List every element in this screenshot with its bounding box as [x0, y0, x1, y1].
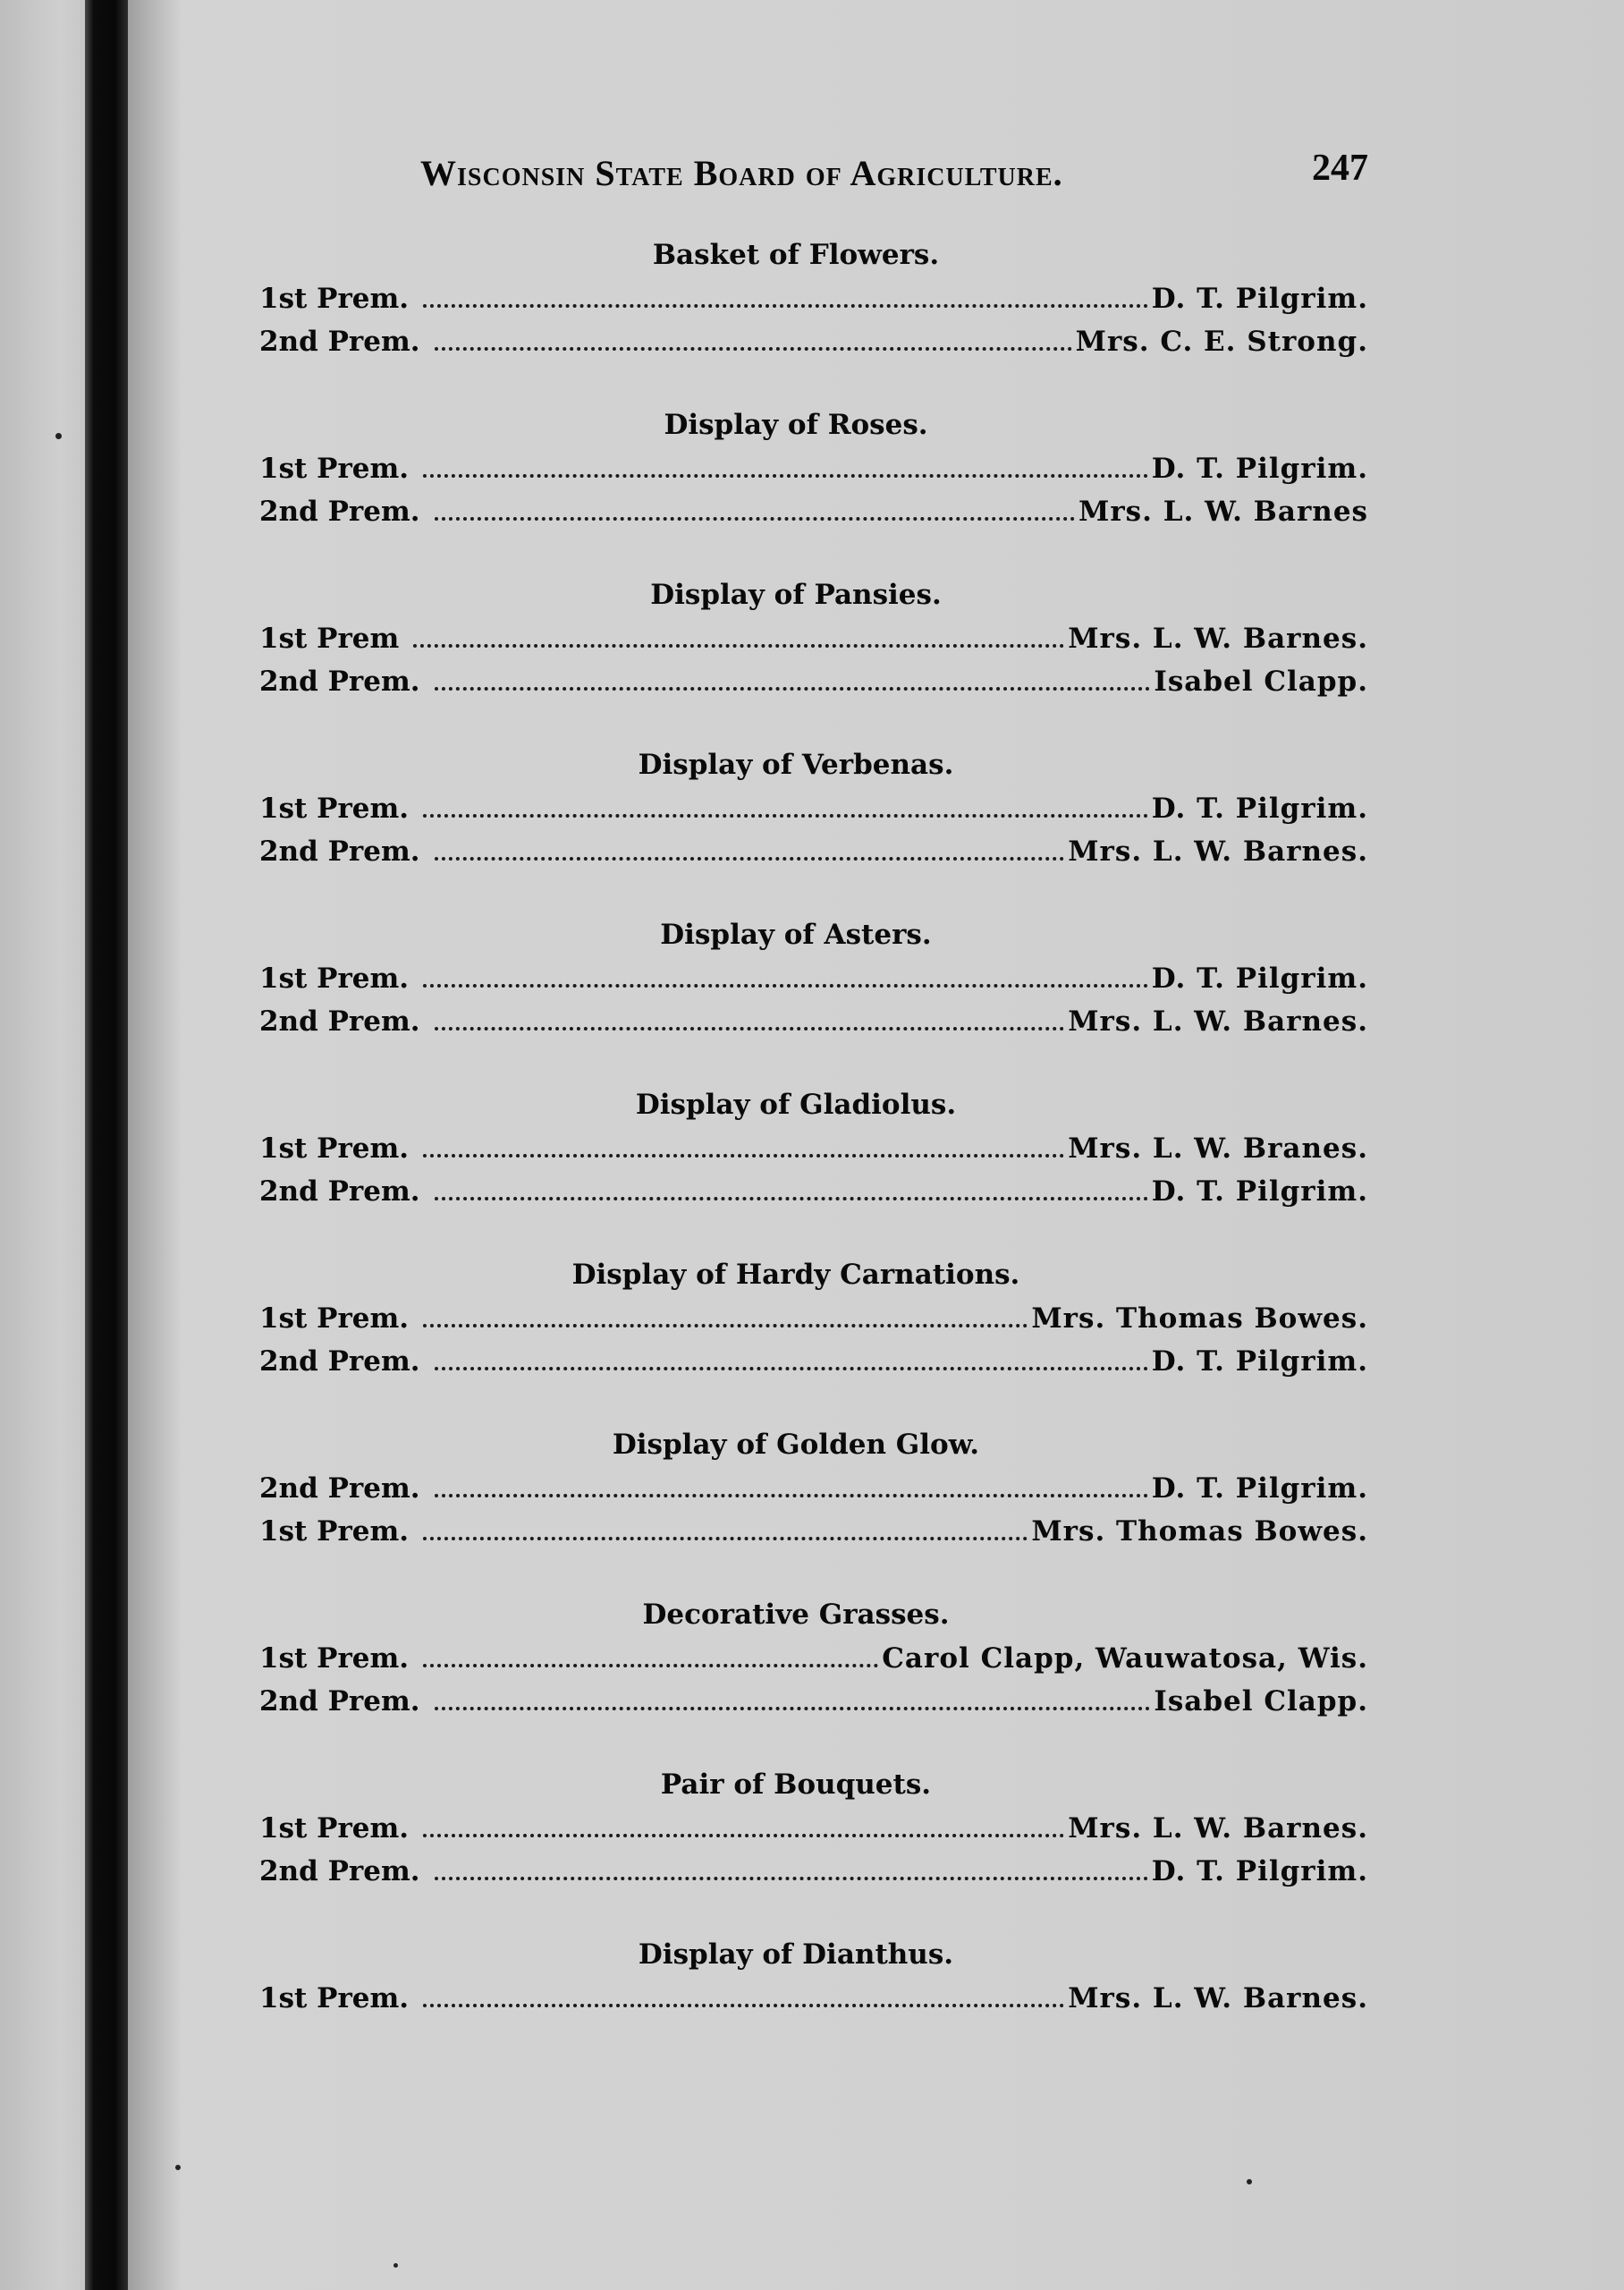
premium-winner: D. T. Pilgrim.: [1151, 283, 1368, 315]
premium-section: [259, 403, 1368, 572]
premium-place: 2nd Prem.: [259, 496, 420, 528]
premium-winner: Mrs. L. W. Barnes.: [1068, 1982, 1368, 2014]
premium-entry: [259, 1000, 1368, 1043]
dot-leader: [435, 347, 1072, 351]
premium-winner: Isabel Clapp.: [1154, 666, 1368, 698]
dot-leader: [423, 1664, 878, 1667]
running-head-title: Wisconsin State Board of Agriculture.: [420, 153, 1063, 193]
dot-leader: [435, 1367, 1148, 1370]
premium-place: 1st Prem.: [259, 963, 410, 995]
premium-place: 1st Prem.: [259, 453, 410, 485]
section-title: Display of Roses.: [664, 409, 928, 441]
premium-entry: [259, 1637, 1368, 1680]
section-title: Display of Golden Glow.: [612, 1429, 980, 1461]
dot-leader: [435, 1027, 1065, 1030]
premium-winner: Mrs. L. W. Barnes.: [1068, 1005, 1368, 1038]
section-title: Display of Gladiolus.: [635, 1089, 957, 1121]
premium-winner: Mrs. C. E. Strong.: [1075, 326, 1368, 358]
dot-leader: [435, 517, 1075, 521]
dot-leader: [435, 1707, 1151, 1710]
premium-place: 1st Prem.: [259, 1642, 410, 1675]
premium-winner: Isabel Clapp.: [1154, 1685, 1368, 1718]
page-content: [259, 134, 1368, 2102]
premium-place: 1st Prem.: [259, 283, 410, 315]
premium-place: 2nd Prem.: [259, 1005, 420, 1038]
section-title: Decorative Grasses.: [642, 1599, 950, 1631]
dot-leader: [413, 644, 1064, 648]
premium-winner: D. T. Pilgrim.: [1151, 1345, 1368, 1378]
dot-leader: [423, 984, 1148, 988]
premium-winner: Mrs. L. W. Branes.: [1068, 1132, 1368, 1165]
premium-section: [259, 1592, 1368, 1762]
page-number: 247: [1312, 148, 1368, 189]
binding-shadow: [128, 0, 182, 2290]
dot-leader: [423, 1537, 1028, 1540]
premium-winner: Mrs. Thomas Bowes.: [1031, 1515, 1368, 1548]
premium-section: [259, 1932, 1368, 2102]
section-title: Display of Verbenas.: [638, 749, 954, 781]
premium-place: 2nd Prem.: [259, 1685, 420, 1718]
premium-section: [259, 1082, 1368, 1252]
section-title: Display of Pansies.: [650, 579, 942, 611]
print-speck: [55, 433, 62, 439]
dot-leader: [435, 857, 1065, 861]
premium-place: 1st Prem.: [259, 1302, 410, 1335]
premium-section: [259, 233, 1368, 403]
dot-leader: [435, 687, 1151, 691]
section-title: Display of Dianthus.: [638, 1938, 954, 1971]
premium-entry: [259, 957, 1368, 1000]
print-speck: [175, 2165, 181, 2170]
premium-winner: Mrs. L. W. Barnes.: [1068, 1812, 1368, 1845]
premium-winner: D. T. Pilgrim.: [1151, 1472, 1368, 1505]
premium-winner: D. T. Pilgrim.: [1151, 963, 1368, 995]
premium-entry: [259, 1510, 1368, 1553]
premium-winner: D. T. Pilgrim.: [1151, 453, 1368, 485]
running-head: [259, 134, 1368, 206]
premium-entry: [259, 1807, 1368, 1850]
premium-section: [259, 572, 1368, 742]
premium-winner: Carol Clapp, Wauwatosa, Wis.: [882, 1642, 1368, 1675]
premium-section: [259, 1422, 1368, 1592]
section-title: Basket of Flowers.: [652, 239, 940, 271]
dot-leader: [423, 1834, 1064, 1837]
left-margin: [0, 0, 85, 2290]
premium-entry: [259, 1467, 1368, 1510]
premium-place: 2nd Prem.: [259, 1472, 420, 1505]
premium-place: 1st Prem.: [259, 1515, 410, 1548]
section-title: Display of Asters.: [660, 919, 932, 951]
premium-winner: Mrs. Thomas Bowes.: [1031, 1302, 1368, 1335]
dot-leader: [423, 474, 1148, 478]
premium-entry: [259, 1127, 1368, 1170]
premium-entry: [259, 1977, 1368, 2020]
premium-place: 2nd Prem.: [259, 1855, 420, 1887]
premium-place: 2nd Prem.: [259, 1175, 420, 1208]
dot-leader: [423, 814, 1148, 818]
section-title: Pair of Bouquets.: [660, 1768, 932, 1801]
premium-place: 1st Prem.: [259, 1132, 410, 1165]
premium-entry: [259, 447, 1368, 490]
premium-entry: [259, 1680, 1368, 1723]
dot-leader: [435, 1494, 1148, 1497]
premium-place: 1st Prem.: [259, 1812, 410, 1845]
premium-winner: D. T. Pilgrim.: [1151, 1855, 1368, 1887]
premium-winner: D. T. Pilgrim.: [1151, 1175, 1368, 1208]
premium-place: 2nd Prem.: [259, 666, 420, 698]
premium-section: [259, 1252, 1368, 1422]
premium-place: 2nd Prem.: [259, 835, 420, 868]
premium-place: 2nd Prem.: [259, 326, 420, 358]
premium-place: 2nd Prem.: [259, 1345, 420, 1378]
premium-entry: [259, 320, 1368, 363]
premium-winner: D. T. Pilgrim.: [1151, 793, 1368, 825]
premium-place: 1st Prem.: [259, 1982, 410, 2014]
premium-entry: [259, 1297, 1368, 1340]
premium-entry: [259, 1850, 1368, 1893]
premium-entry: [259, 830, 1368, 873]
premium-entry: [259, 490, 1368, 533]
premium-winner: Mrs. L. W. Barnes: [1078, 496, 1368, 528]
dot-leader: [423, 1324, 1028, 1327]
dot-leader: [435, 1197, 1148, 1200]
dot-leader: [435, 1877, 1148, 1880]
premium-winner: Mrs. L. W. Barnes.: [1068, 623, 1368, 655]
premium-place: 1st Prem.: [259, 793, 410, 825]
premium-section: [259, 742, 1368, 912]
premium-section: [259, 912, 1368, 1082]
premium-entry: [259, 617, 1368, 660]
premium-entry: [259, 1170, 1368, 1213]
premium-entry: [259, 277, 1368, 320]
print-speck: [1247, 2179, 1252, 2184]
premium-entry: [259, 787, 1368, 830]
dot-leader: [423, 1154, 1064, 1158]
dot-leader: [423, 304, 1148, 308]
book-binding-edge: [85, 0, 128, 2290]
dot-leader: [423, 2004, 1064, 2007]
premium-entry: [259, 660, 1368, 703]
premium-winner: Mrs. L. W. Barnes.: [1068, 835, 1368, 868]
section-title: Display of Hardy Carnations.: [571, 1259, 1020, 1291]
print-speck: [393, 2263, 398, 2268]
premium-section: [259, 1762, 1368, 1932]
premium-entry: [259, 1340, 1368, 1383]
premium-place: 1st Prem: [259, 623, 400, 655]
premium-list: [259, 233, 1368, 2102]
